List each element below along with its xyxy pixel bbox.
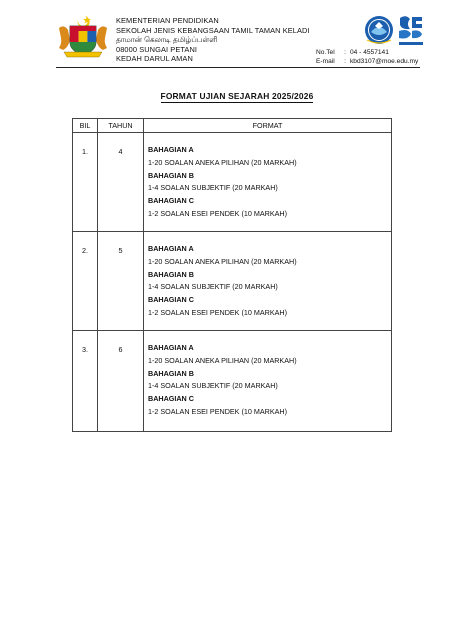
phone-label: No.Tel <box>316 49 335 56</box>
email-separator: : <box>344 58 346 66</box>
table-row <box>73 331 392 432</box>
email-address[interactable]: kbd3107@moe.edu.my <box>350 58 419 66</box>
tahun-cell: 4 <box>98 133 144 232</box>
format-cell <box>144 133 392 232</box>
section-name: BAHAGIAN B <box>148 170 194 180</box>
document-title-text: FORMAT UJIAN SEJARAH 2025/2026 <box>160 91 314 101</box>
header-divider <box>56 67 420 68</box>
header-format: FORMAT <box>144 119 392 133</box>
table-row <box>73 133 392 232</box>
email-row <box>316 57 418 66</box>
school-address-block <box>116 16 310 64</box>
tahun-cell: 6 <box>98 331 144 432</box>
format-cell <box>144 331 392 432</box>
exam-format-table <box>72 118 392 432</box>
bil-cell: 1. <box>73 133 98 232</box>
section-detail: 1-2 SOALAN ESEI PENDEK (10 MARKAH) <box>148 307 288 317</box>
section-name: BAHAGIAN C <box>148 295 194 305</box>
school-emblem-icon <box>363 14 395 46</box>
table-header-row <box>73 119 392 133</box>
phone-number: 04 - 4557141 <box>350 49 389 56</box>
format-cell <box>144 232 392 331</box>
phone-separator: : <box>344 49 346 56</box>
section-detail: 1-2 SOALAN ESEI PENDEK (10 MARKAH) <box>148 406 288 416</box>
tahun-cell: 5 <box>98 232 144 331</box>
email-label: E-mail <box>316 58 335 66</box>
header-bil: BIL <box>73 119 98 133</box>
postcode-city: 08000 SUNGAI PETANI <box>116 44 198 54</box>
section-detail: 1-2 SOALAN ESEI PENDEK (10 MARKAH) <box>148 208 288 218</box>
tamil-school-logo-icon <box>396 14 426 48</box>
bil-cell: 2. <box>73 232 98 331</box>
section-name: BAHAGIAN A <box>148 145 194 154</box>
section-detail: 1-20 SOALAN ANEKA PILIHAN (20 MARKAH) <box>148 355 297 365</box>
section-name: BAHAGIAN B <box>148 368 194 378</box>
table-row <box>73 232 392 331</box>
section-detail: 1-20 SOALAN ANEKA PILIHAN (20 MARKAH) <box>148 157 297 167</box>
school-name-tamil: தாமான் கெலாடி தமிழ்ப்பள்ளி <box>116 35 218 45</box>
bil-cell: 3. <box>73 331 98 432</box>
malaysia-coat-of-arms-icon <box>56 14 110 60</box>
section-detail: 1-4 SOALAN SUBJEKTIF (20 MARKAH) <box>148 183 278 193</box>
section-detail: 1-20 SOALAN ANEKA PILIHAN (20 MARKAH) <box>148 256 297 266</box>
section-name: BAHAGIAN A <box>148 244 194 253</box>
section-name: BAHAGIAN B <box>148 269 194 279</box>
section-detail: 1-4 SOALAN SUBJEKTIF (20 MARKAH) <box>148 381 278 391</box>
phone-row <box>316 48 418 57</box>
header-tahun: TAHUN <box>98 119 144 133</box>
state-name: KEDAH DARUL AMAN <box>116 54 193 64</box>
contact-info <box>316 48 418 67</box>
section-detail: 1-4 SOALAN SUBJEKTIF (20 MARKAH) <box>148 282 278 292</box>
ministry-name: KEMENTERIAN PENDIDIKAN <box>116 16 219 25</box>
section-name: BAHAGIAN C <box>148 394 194 404</box>
school-name: SEKOLAH JENIS KEBANGSAAN TAMIL TAMAN KELADI <box>116 25 310 35</box>
section-name: BAHAGIAN A <box>148 343 194 352</box>
section-name: BAHAGIAN C <box>148 196 194 206</box>
document-title <box>0 91 474 101</box>
